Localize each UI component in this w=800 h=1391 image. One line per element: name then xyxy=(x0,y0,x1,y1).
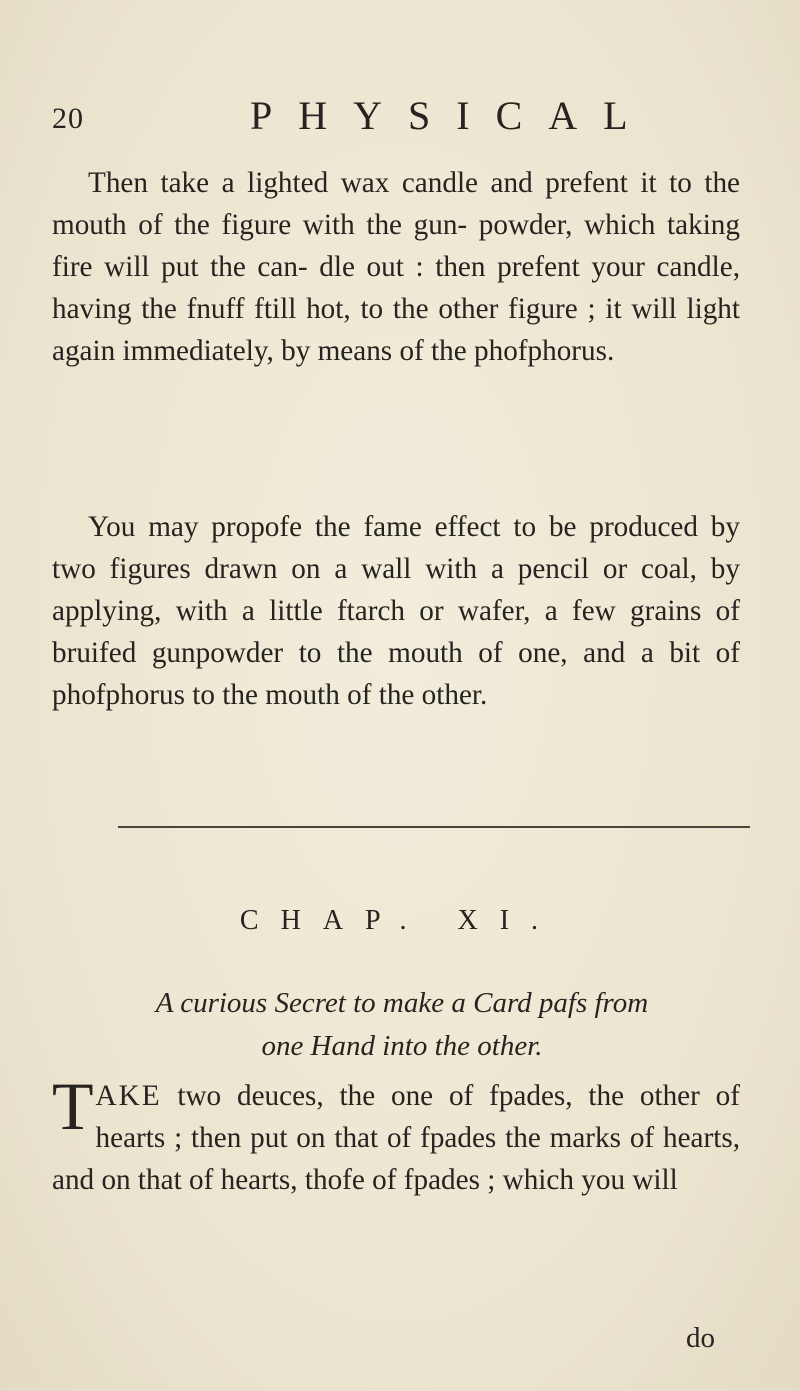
drop-cap: T xyxy=(52,1068,94,1144)
paragraph-2: You may propofe the fame effect to be produced by two figures drawn on a wall with a pencil or coal, by applying, with a little ftarch or wafer, a few grains of bruifed gunpowder to the mouth of one, and a bit of phofphorus to the mouth of the other. xyxy=(52,511,740,711)
catchword: do xyxy=(686,1322,715,1354)
chapter-title xyxy=(52,982,752,1068)
first-word-rest: AKE xyxy=(95,1080,162,1112)
section-divider xyxy=(118,826,750,828)
paragraph-1: Then take a lighted wax candle and prefent it to the mouth of the figure with the gun- powder, which taking fire will put the can- dle out : then prefent your candle, having the fnuff ftill hot, to the other figure ; it will light again immediately, by means of the phofphorus. xyxy=(52,167,740,367)
page-number: 20 xyxy=(52,102,84,135)
chapter-body-text: two deuces, the one of fpades, the other of hearts ; then put on that of fpades the marks of hearts, and on that of hearts, thofe of fpades ; which you will xyxy=(52,1080,740,1196)
chapter-heading: CHAP. XI. xyxy=(239,905,561,936)
chapter-body xyxy=(52,1068,740,1201)
chapter-title-line-2: one Hand into the other. xyxy=(261,1030,543,1062)
page-header xyxy=(52,92,752,152)
chapter-title-line-1: A curious Secret to make a Card pafs from xyxy=(155,987,649,1019)
running-head: PHYSICAL xyxy=(250,93,654,138)
